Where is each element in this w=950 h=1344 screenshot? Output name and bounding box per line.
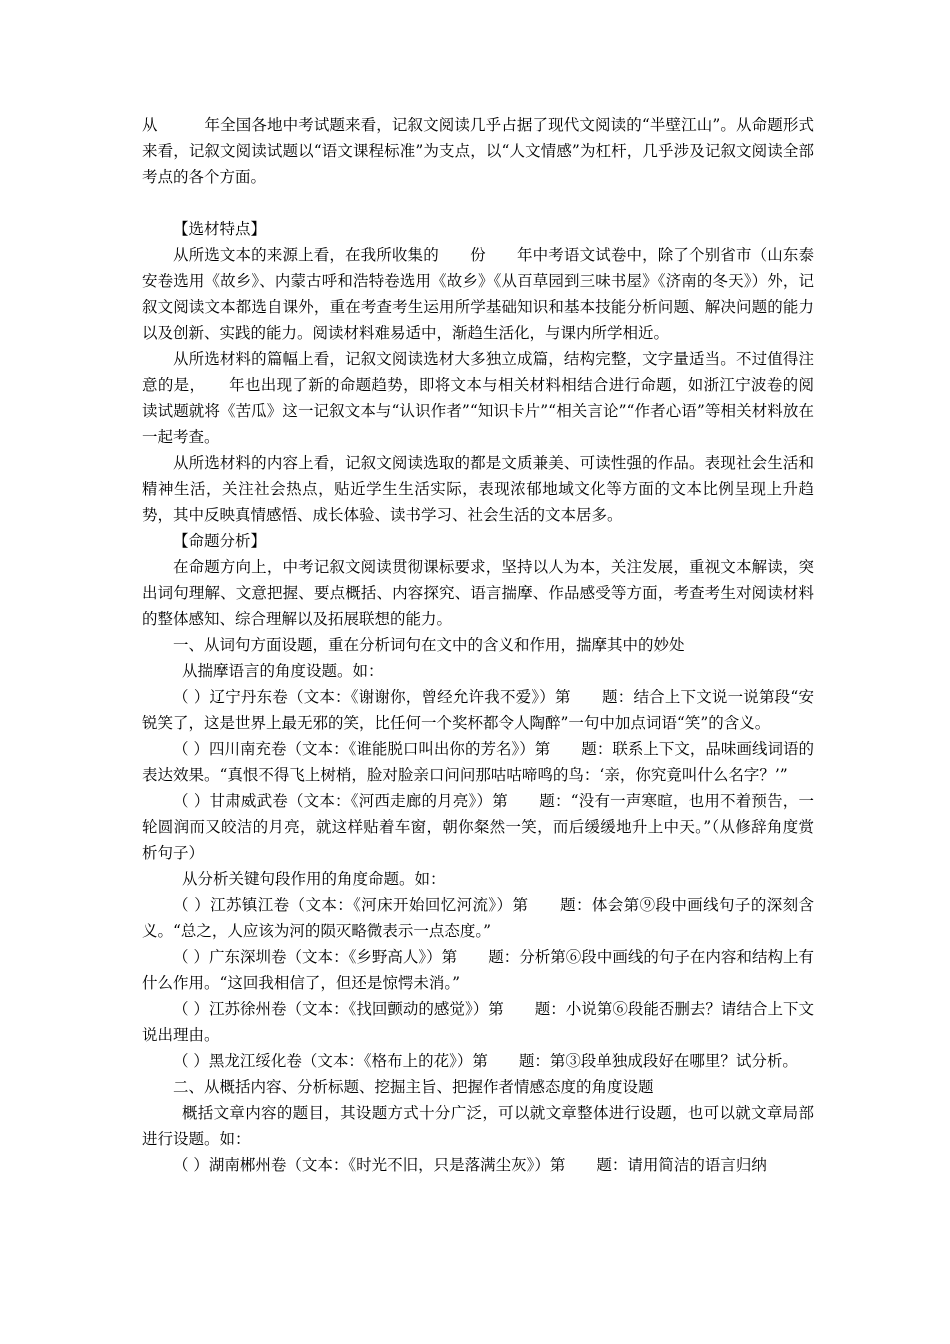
paragraph-direction: 在命题方向上，中考记叙文阅读贯彻课标要求，坚持以人为本，关注发展，重视文本解读，突出词句理解、文意把握、要点概括、内容探究、语言揣摩、作品感受等方面，考查考生对阅读材料的整体感知、综合理解以及拓展联想的能力。 — [142, 558, 814, 628]
paragraph-length: 从所选材料的篇幅上看，记叙文阅读选材大多独立成篇，结构完整，文字量适当。不过值得注意的是， 年也出现了新的命题趋势，即将文本与相关材料相结合进行命题，如浙江宁波卷的阅读试题就将《苦瓜》这一记叙文本与“认识作者”“知识卡片”“相关言论”“作者心语”等相关材料放在一起考查。 — [142, 350, 814, 446]
example-item: （ ）辽宁丹东卷（文本：《谢谢你，曾经允许我不爱》）第 题：结合上下文说一说第段“安锐笑了，这是世界上最无邪的笑，比任何一个奖杯都令人陶醉”一句中加点词语“笑”的含义。 — [142, 688, 814, 732]
example-item: （ ）四川南充卷（文本：《谁能脱口叫出你的芳名》）第 题：联系上下文，品味画线词语的表达效果。“真恨不得飞上树梢，脸对脸亲口问问那咕咕啼鸣的鸟：‘亲，你究竟叫什么名字？’” — [142, 740, 814, 784]
paragraph-gap — [142, 190, 814, 216]
example-item: （ ）湖南郴州卷（文本：《时光不旧，只是落满尘灰》）第 题：请用简洁的语言归纳 — [173, 1156, 767, 1174]
example-item: （ ）江苏镇江卷（文本：《河床开始回忆河流》）第 题：体会第⑨段中画线句子的深刻含义。“总之，人应该为河的陨灭略微表示一点态度。” — [142, 896, 814, 940]
paragraph-content: 从所选材料的内容上看，记叙文阅读选取的都是文质兼美、可读性强的作品。表现社会生活和精神生活，关注社会热点，贴近学生生活实际，表现浓郁地域文化等方面的文本比例呈现上升趋势，其中反映真情感悟、成长体验、读书学习、社会生活的文本居多。 — [142, 454, 814, 524]
example-item: （ ）甘肃威武卷（文本：《河西走廊的月亮》）第 题：“没有一声寒暄，也用不着预告，一轮圆润而又皎洁的月亮，就这样贴着车窗，朝你粲然一笑，而后缓缓地升上中天。”（从修辞角度赏析句子） — [142, 792, 814, 862]
subheading-key-sentences: 从分析关键句段作用的角度命题。如： — [182, 870, 446, 888]
paragraph-source: 从所选文本的来源上看，在我所收集的 份 年中考语文试卷中，除了个别省市（山东泰安卷选用《故乡》、内蒙古呼和浩特卷选用《故乡》《从百草园到三味书屋》《济南的冬天》）外，记叙文阅读文本都选自课外，重在考查考生运用所学基础知识和基本技能分析问题、解决问题的能力以及创新、实践的能力。阅读材料难易适中，渐趋生活化，与课内所学相近。 — [142, 246, 814, 342]
paragraph-summary: 概括文章内容的题目，其设题方式十分广泛，可以就文章整体进行设题，也可以就文章局部进行设题。如： — [142, 1104, 814, 1148]
example-item: （ ）广东深圳卷（文本：《乡野高人》）第 题：分析第⑥段中画线的句子在内容和结构上有什么作用。“这回我相信了，但还是惊愕未消。” — [142, 948, 814, 992]
intro-paragraph: 从 年全国各地中考试题来看，记叙文阅读几乎占据了现代文阅读的“半壁江山”。从命题形式来看，记叙文阅读试题以“语文课程标准”为支点，以“人文情感”为杠杆，几乎涉及记叙文阅读全部考点的各个方面。 — [142, 116, 814, 186]
example-item: （ ）江苏徐州卷（文本：《找回颤动的感觉》）第 题：小说第⑥段能否删去？请结合上下文说出理由。 — [142, 1000, 814, 1044]
subheading-words-sentences: 一、从词句方面设题，重在分析词句在文中的含义和作用，揣摩其中的妙处 — [173, 636, 685, 654]
subheading-summary-theme: 二、从概括内容、分析标题、挖掘主旨、把握作者情感态度的角度设题 — [173, 1078, 654, 1096]
example-item: （ ）黑龙江绥化卷（文本：《格布上的花》）第 题：第③段单独成段好在哪里？试分析。 — [173, 1052, 798, 1070]
subheading-language: 从揣摩语言的角度设题。如： — [182, 662, 384, 680]
document-page — [142, 112, 814, 1178]
section-heading-material: 【选材特点】 — [173, 220, 267, 238]
section-heading-analysis: 【命题分析】 — [173, 532, 267, 550]
